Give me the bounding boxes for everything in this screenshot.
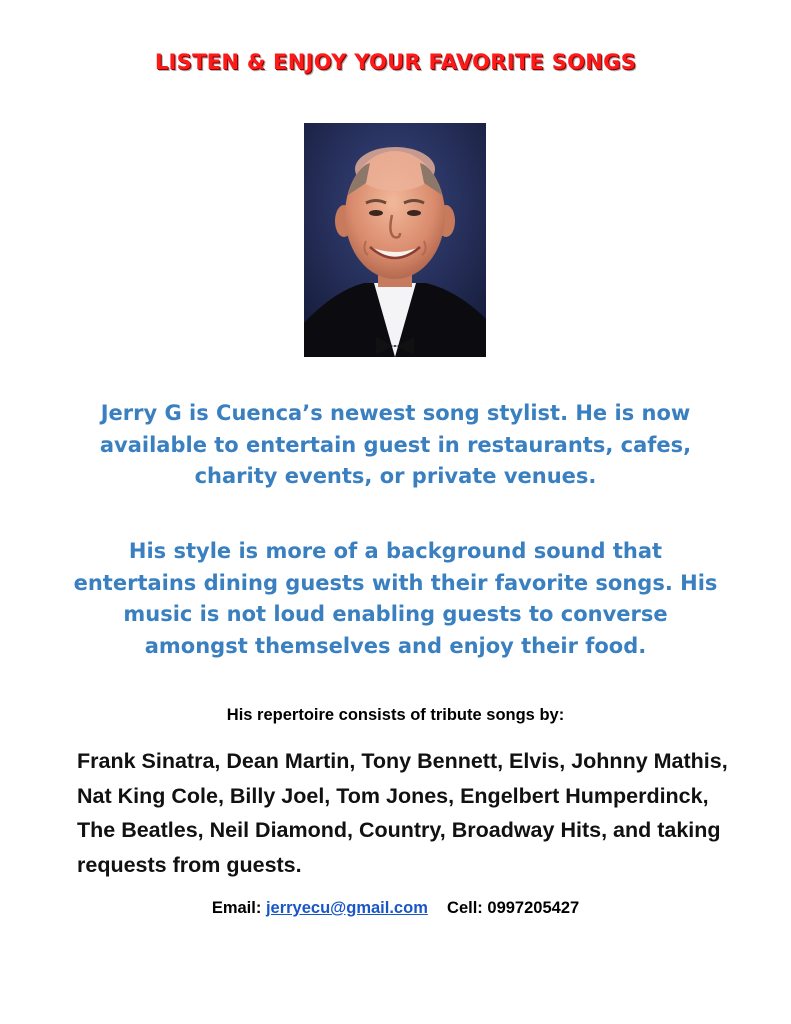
repertoire-intro: His repertoire consists of tribute songs by: — [226, 706, 565, 724]
style-paragraph: His style is more of a background sound that entertains dining guests with their favorite songs. His music is not loud enabling guests to converse amongst themselves and enjoy their food. — [73, 539, 718, 658]
contact-line — [0, 899, 791, 918]
repertoire-list: Frank Sinatra, Dean Martin, Tony Bennett, Elvis, Johnny Mathis, Nat King Cole, Billy Joel, Tom Jones, Engelbert Humperdinck, The Beatles, Neil Diamond, Country, Broadway Hits, and taking requests from guests. — [77, 749, 728, 877]
performer-portrait — [304, 123, 486, 357]
email-label: Email: — [211, 899, 262, 917]
email-link[interactable]: jerryecu@gmail.com — [265, 899, 428, 917]
intro-paragraph: Jerry G is Cuenca’s newest song stylist. He is now available to entertain guest in restaurants, cafes, charity events, or private venues. — [99, 401, 692, 488]
cell-label: Cell: — [447, 899, 483, 917]
page-headline: LISTEN & ENJOY YOUR FAVORITE SONGS — [154, 50, 637, 74]
cell-number: 0997205427 — [487, 899, 580, 917]
